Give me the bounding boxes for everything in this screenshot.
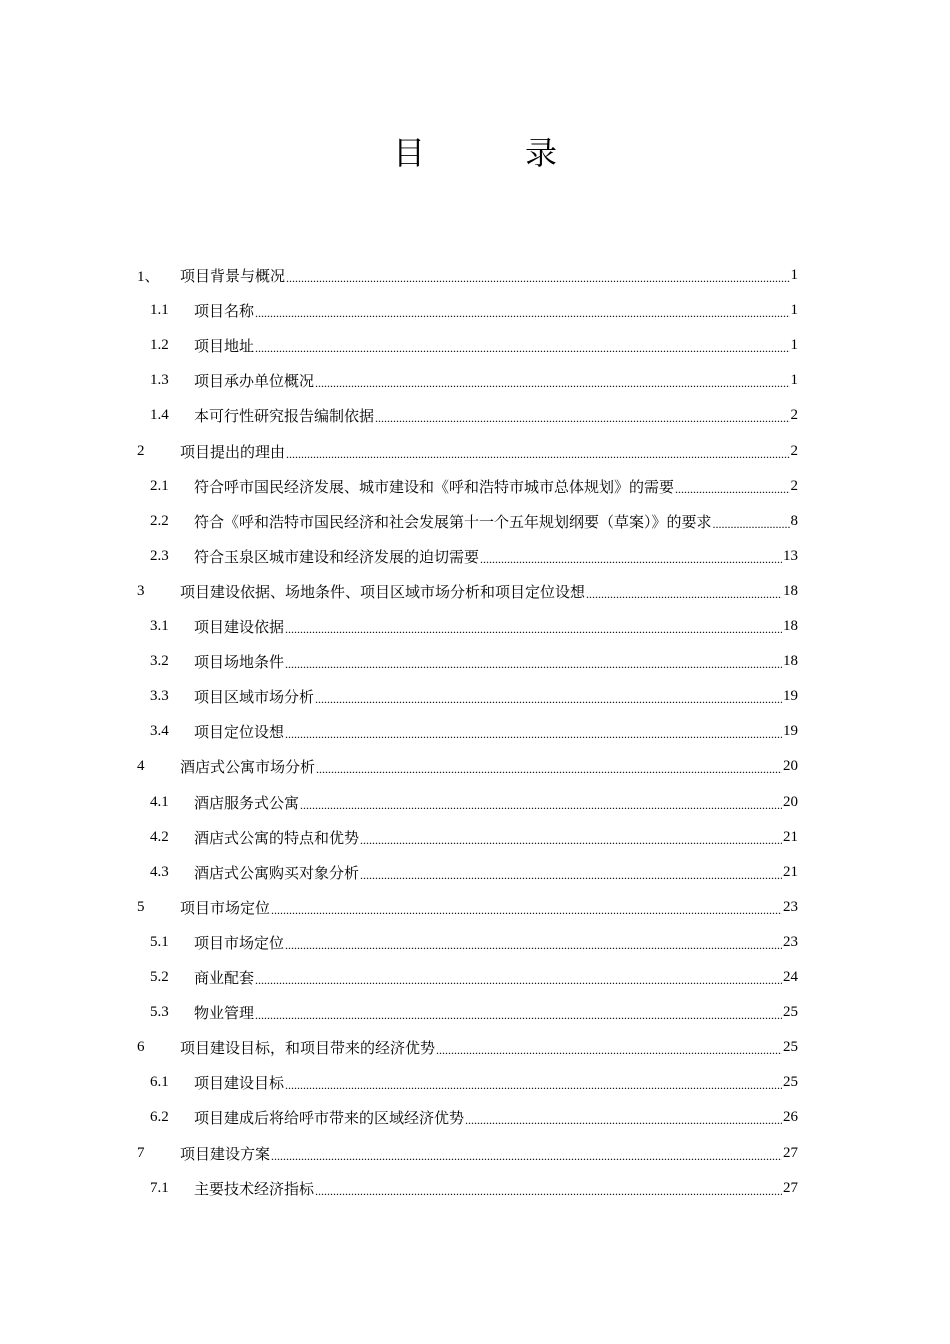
toc-dot-leader: [285, 726, 782, 743]
toc-entry[interactable]: [150, 539, 798, 574]
toc-dot-leader: [300, 797, 782, 814]
toc-dot-leader: [375, 410, 789, 427]
toc-entry[interactable]: [150, 328, 798, 363]
toc-entry-title: 项目承办单位概况: [194, 372, 315, 391]
toc-entry[interactable]: [137, 574, 798, 609]
toc-entry[interactable]: [150, 714, 798, 749]
toc-entry-page: 24: [783, 969, 798, 985]
toc-entry-title: 符合《呼和浩特市国民经济和社会发展第十一个五年规划纲要（草案）》的要求: [194, 512, 712, 531]
toc-entry-title: 酒店式公寓市场分析: [180, 758, 316, 777]
toc-entry-page: 25: [783, 1039, 798, 1056]
toc-entry-page: 21: [783, 828, 798, 845]
toc-entry[interactable]: [150, 679, 798, 714]
toc-entry[interactable]: [137, 749, 798, 784]
toc-entry-title: 本可行性研究报告编制依据: [194, 407, 375, 426]
toc-entry[interactable]: [150, 469, 798, 504]
toc-entry[interactable]: [137, 434, 798, 469]
toc-entry-page: 2: [790, 407, 798, 424]
toc-dot-leader: [315, 691, 782, 708]
toc-entry-page: 18: [783, 582, 798, 599]
toc-dot-leader: [436, 1042, 782, 1059]
toc-dot-leader: [255, 1007, 782, 1024]
toc-entry-title: 符合玉泉区城市建设和经济发展的迫切需要: [194, 547, 480, 566]
toc-dot-leader: [465, 1112, 782, 1129]
toc-entry-page: 2: [790, 442, 798, 459]
toc-dot-leader: [285, 937, 782, 954]
toc-title: [0, 128, 950, 174]
toc-dot-leader: [713, 516, 790, 533]
toc-dot-leader: [675, 481, 789, 498]
toc-entry-title: 项目市场定位: [194, 933, 285, 952]
toc-entry-page: 20: [783, 758, 798, 775]
toc-entry-page: 25: [783, 1074, 798, 1091]
toc-entry[interactable]: [150, 960, 798, 995]
toc-dot-leader: [255, 972, 782, 989]
toc-dot-leader: [285, 1077, 782, 1094]
toc-entry-number: 5.3: [150, 1004, 169, 1021]
toc-dot-leader: [315, 375, 789, 392]
toc-entry-title: 商业配套: [194, 969, 255, 987]
toc-entry-number: 2.2: [150, 512, 169, 529]
toc-entry-number: 3.1: [150, 618, 169, 634]
toc-entry-number: 4.3: [150, 863, 169, 880]
toc-entry-page: 18: [783, 618, 798, 634]
toc-entry-number: 3.2: [150, 653, 169, 670]
toc-entry-title: 符合呼市国民经济发展、城市建设和《呼和浩特市城市总体规划》的需要: [194, 477, 675, 496]
toc-entry-number: 2.3: [150, 547, 169, 564]
toc-entry-page: 13: [783, 547, 798, 564]
toc-entry-page: 1: [790, 372, 798, 389]
toc-entry-number: 7: [137, 1144, 145, 1161]
toc-entry[interactable]: [150, 1171, 798, 1206]
toc-entry-page: 1: [790, 267, 798, 283]
toc-dot-leader: [315, 1183, 782, 1200]
toc-entry[interactable]: [150, 609, 798, 644]
toc-entry-page: 25: [783, 1004, 798, 1021]
toc-entry-title: 酒店式公寓购买对象分析: [194, 863, 360, 882]
toc-entry-page: 21: [783, 863, 798, 880]
toc-entry-page: 27: [783, 1144, 798, 1161]
toc-entry[interactable]: [150, 995, 798, 1030]
toc-entry[interactable]: [150, 504, 798, 539]
toc-entry-title: 项目区域市场分析: [194, 688, 315, 707]
toc-entry-number: 5.2: [150, 969, 169, 985]
toc-entry-page: 20: [783, 793, 798, 810]
toc-entry-title: 项目背景与概况: [180, 267, 286, 285]
toc-dot-leader: [360, 867, 782, 884]
toc-entry-number: 4.2: [150, 828, 169, 845]
toc-entry-number: 6.2: [150, 1109, 169, 1126]
toc-entry-title: 项目建设方案: [180, 1144, 271, 1163]
toc-dot-leader: [586, 586, 782, 603]
toc-entry[interactable]: [137, 890, 798, 925]
toc-dot-leader: [285, 621, 782, 638]
toc-dot-leader: [480, 551, 782, 568]
toc-entry-title: 项目建成后将给呼市带来的区域经济优势: [194, 1109, 465, 1128]
toc-entry[interactable]: [150, 820, 798, 855]
toc-entry-title: 项目场地条件: [194, 653, 285, 672]
toc-entry-page: 1: [790, 302, 798, 319]
toc-entry-number: 5.1: [150, 933, 169, 950]
toc-entry[interactable]: [137, 258, 798, 293]
toc-entry-number: 1、: [137, 269, 160, 285]
toc-title-char-2: 录: [525, 134, 558, 172]
toc-entry-title: 物业管理: [194, 1004, 255, 1023]
toc-entry-title: 项目提出的理由: [180, 442, 286, 461]
toc-dot-leader: [255, 340, 789, 357]
toc-dot-leader: [360, 832, 782, 849]
toc-entry[interactable]: [150, 293, 798, 328]
toc-entry-title: 主要技术经济指标: [194, 1179, 315, 1198]
toc-entry[interactable]: [150, 925, 798, 960]
toc-entry-number: 5: [137, 898, 145, 915]
toc-dot-leader: [316, 761, 782, 778]
toc-entry-title: 项目建设依据、场地条件、项目区域市场分析和项目定位设想: [180, 582, 586, 601]
toc-entry-title: 项目地址: [194, 337, 255, 356]
toc-entry-page: 8: [790, 512, 798, 529]
toc-entry-page: 19: [783, 723, 798, 740]
toc-entry[interactable]: [150, 363, 798, 398]
toc-entry-title: 项目市场定位: [180, 898, 271, 917]
toc-entry[interactable]: [150, 398, 798, 433]
toc-entry-page: 1: [790, 337, 798, 354]
toc-entry-page: 26: [783, 1109, 798, 1126]
toc-dot-leader: [271, 902, 782, 919]
toc-dot-leader: [255, 305, 789, 322]
toc-entry-number: 1.1: [150, 302, 169, 319]
toc-entry-number: 6: [137, 1039, 145, 1056]
toc-entry-number: 1.2: [150, 337, 169, 354]
toc-entry-page: 18: [783, 653, 798, 670]
toc-entry-number: 3.4: [150, 723, 169, 740]
toc-entry-title: 酒店服务式公寓: [194, 793, 300, 812]
toc-entry-page: 2: [790, 477, 798, 494]
toc-dot-leader: [271, 1148, 782, 1165]
toc-entry-number: 2.1: [150, 477, 169, 494]
toc-entry-number: 4.1: [150, 793, 169, 810]
toc-entry-page: 19: [783, 688, 798, 705]
toc-entry-title: 酒店式公寓的特点和优势: [194, 828, 360, 847]
toc-entry-number: 1.4: [150, 407, 169, 424]
toc-entry-number: 6.1: [150, 1074, 169, 1091]
toc-entry[interactable]: [150, 785, 798, 820]
toc-entry-title: 项目名称: [194, 302, 255, 321]
toc-entry-title: 项目建设依据: [194, 618, 285, 636]
toc-title-char-1: 目: [392, 134, 425, 172]
toc-entry[interactable]: [137, 1030, 798, 1065]
toc-dot-leader: [286, 446, 789, 463]
toc-entry-page: 23: [783, 898, 798, 915]
toc-entry-number: 7.1: [150, 1179, 169, 1196]
toc-entry-number: 3: [137, 582, 145, 599]
toc-entry[interactable]: [150, 1065, 798, 1100]
toc-entry-title: 项目建设目标，和项目带来的经济优势: [180, 1039, 436, 1058]
toc-entry-page: 27: [783, 1179, 798, 1196]
toc-entry-number: 4: [137, 758, 145, 775]
toc-entry-title: 项目建设目标: [194, 1074, 285, 1093]
toc-entry-number: 2: [137, 442, 145, 459]
toc-entry-title: 项目定位设想: [194, 723, 285, 742]
toc-entry-number: 1.3: [150, 372, 169, 389]
toc-entry[interactable]: [150, 855, 798, 890]
toc-entry[interactable]: [137, 1136, 798, 1171]
toc-entry-number: 3.3: [150, 688, 169, 705]
toc-entry-page: 23: [783, 933, 798, 950]
toc-entry[interactable]: [150, 1100, 798, 1135]
toc-dot-leader: [285, 656, 782, 673]
toc-dot-leader: [286, 270, 789, 287]
toc-entry[interactable]: [150, 644, 798, 679]
